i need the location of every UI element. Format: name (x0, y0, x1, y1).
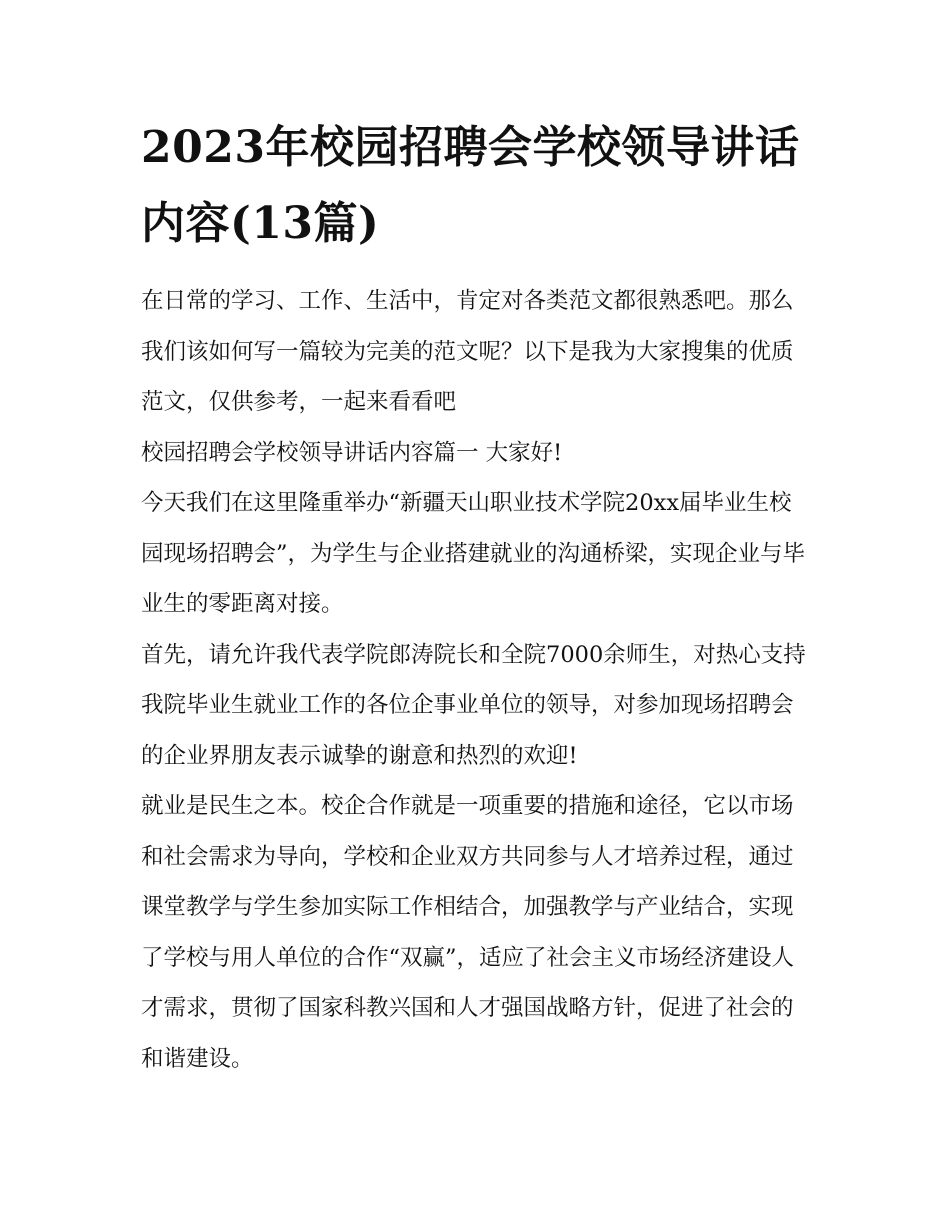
paragraph-employment: 就业是民生之本。校企合作就是一项重要的措施和途径，它以市场和社会需求为导向，学校和企业双方共同参与人才培养过程，通过课堂教学与学生参加实际工作相结合，加强教学与产业结合，实现了学校与用人单位的合作“双赢”，适应了社会主义市场经济建设人才需求，贯彻了国家科教兴国和人才强国战略方针，促进了社会的和谐建设。 (141, 793, 795, 1072)
paragraph-thanks: 首先，请允许我代表学院郎涛院长和全院7000余师生，对热心支持我院毕业生就业工作的各位企事业单位的领导，对参加现场招聘会的企业界朋友表示诚挚的谢意和热烈的欢迎! (141, 641, 806, 769)
paragraph-intro: 在日常的学习、工作、生活中，肯定对各类范文都很熟悉吧。那么我们该如何写一篇较为完美的范文呢？以下是我为大家搜集的优质范文，仅供参考，一起来看看吧 (141, 288, 794, 415)
document-title: 2023年校园招聘会学校领导讲话内容(13篇) (141, 122, 800, 249)
paragraph-event: 今天我们在这里隆重举办“新疆天山职业技术学院20xx届毕业生校园现场招聘会”，为学生与企业搭建就业的沟通桥梁，实现企业与毕业生的零距离对接。 (141, 490, 806, 617)
document-body (141, 110, 813, 1084)
paragraph-section-heading: 校园招聘会学校领导讲话内容篇一 大家好! (141, 439, 563, 466)
